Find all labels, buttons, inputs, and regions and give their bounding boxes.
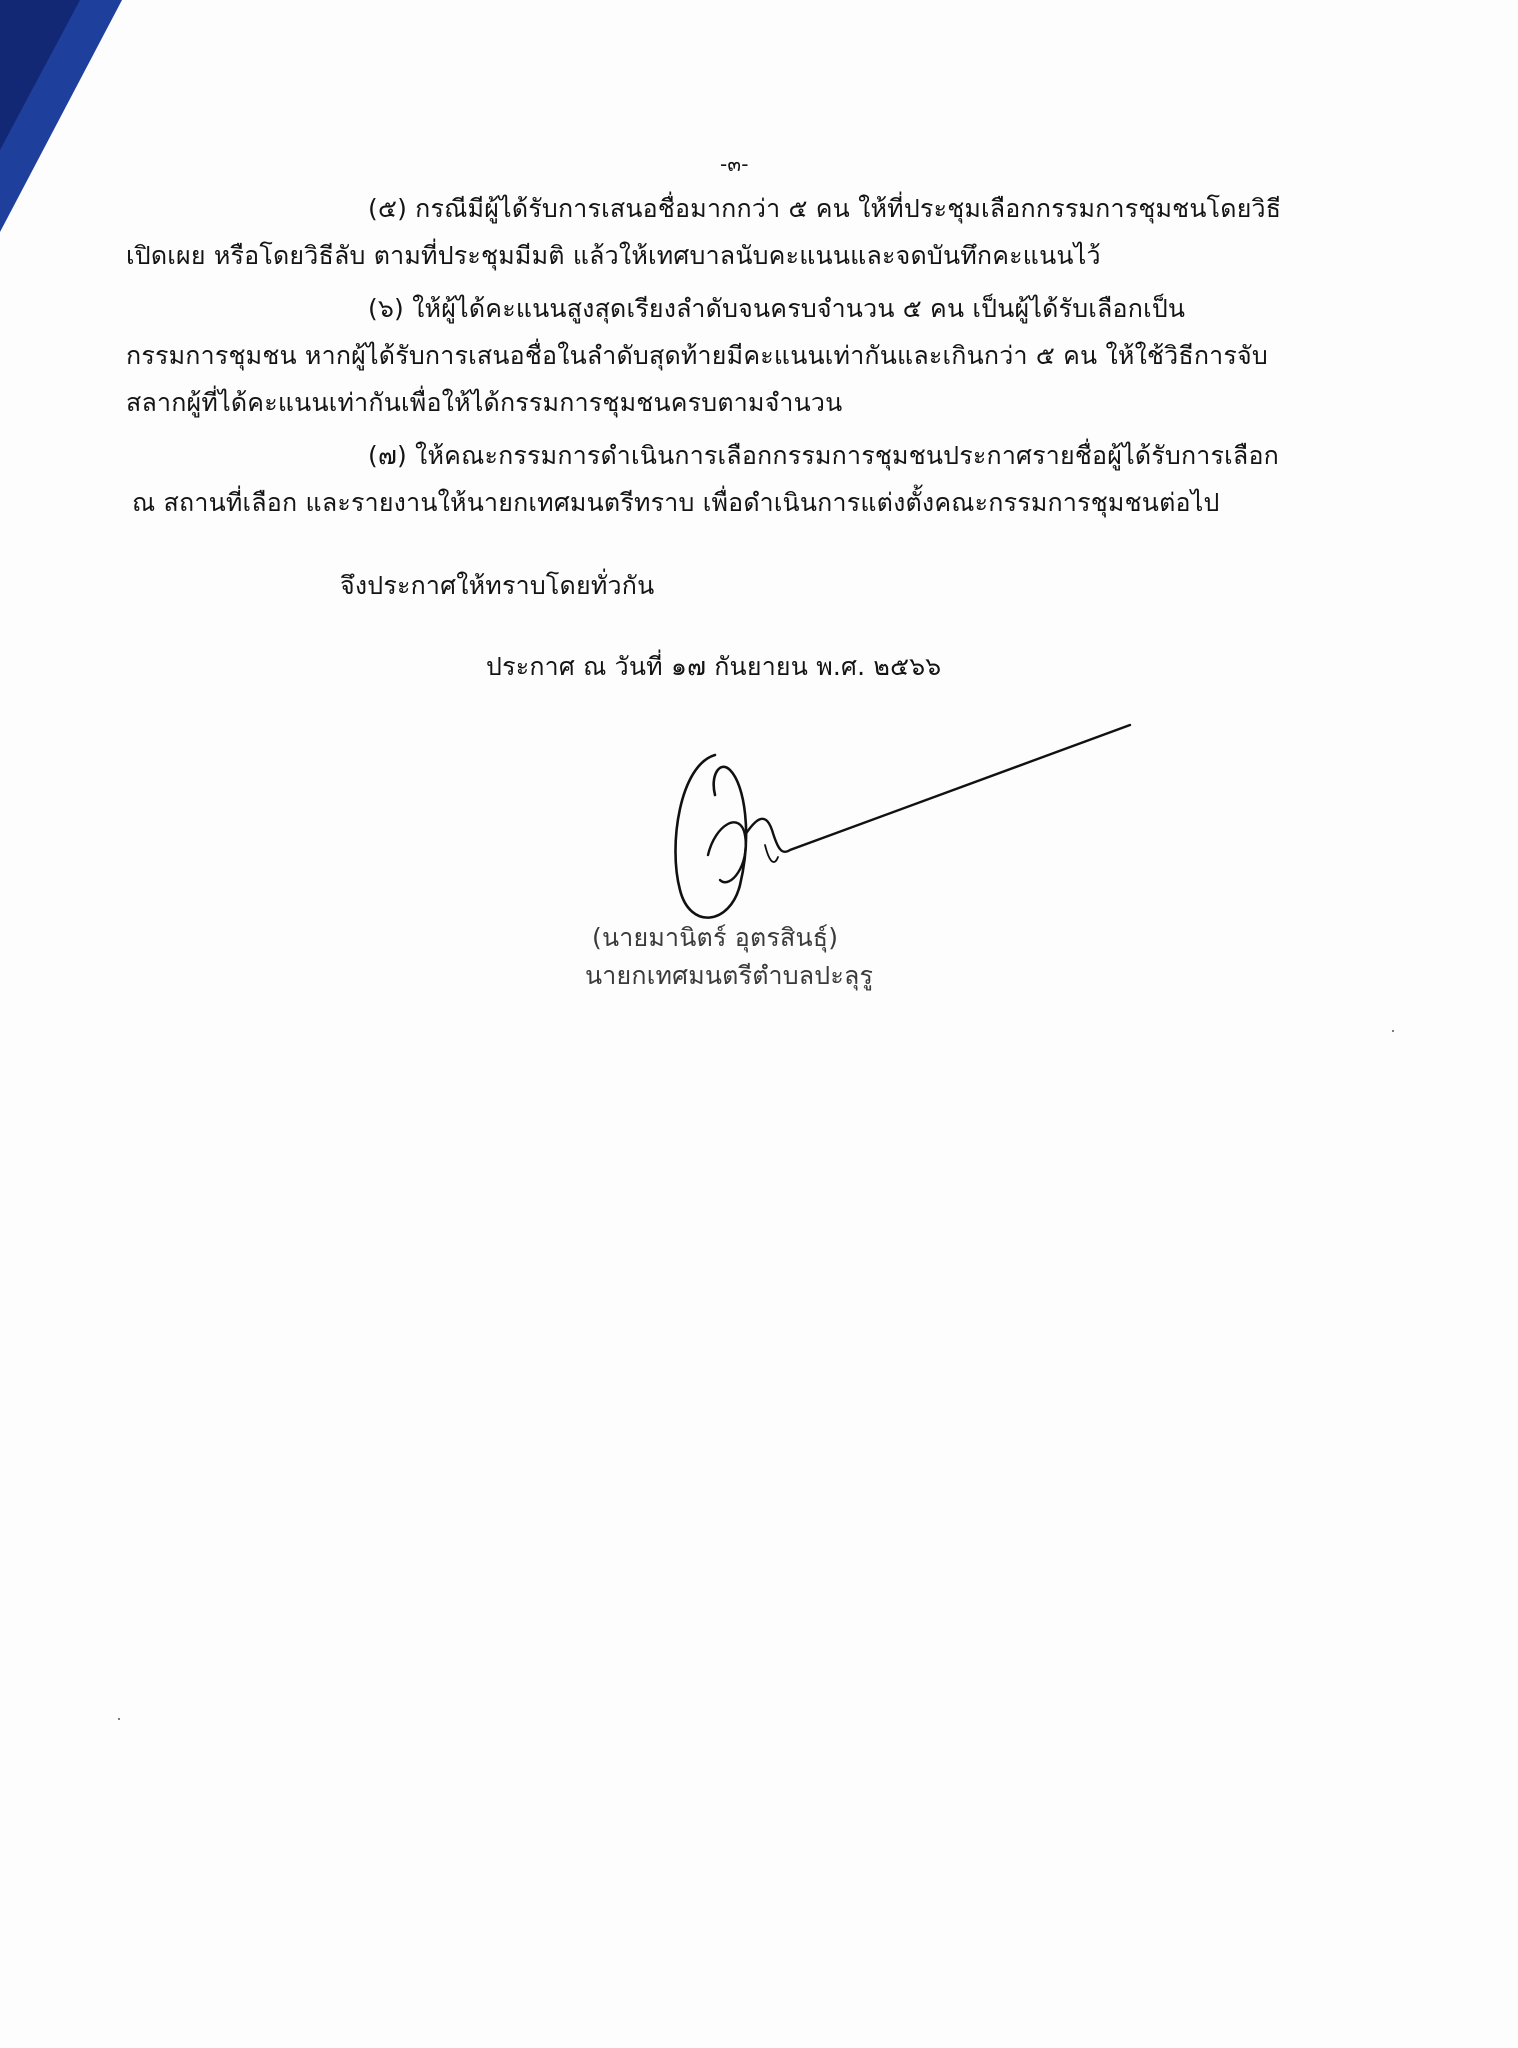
announcement-text: จึงประกาศให้ทราบโดยทั่วกัน: [340, 571, 655, 600]
clause-line: ณ สถานที่เลือก และรายงานให้นายกเทศมนตรีทราบ เพื่อดำเนินการแต่งตั้งคณะกรรมการชุมชนต่อไป: [132, 488, 1220, 517]
signer-name: (นายมานิตร์ อุตรสินธุ์): [592, 923, 839, 952]
scan-speck: [118, 1718, 120, 1720]
scan-background-shade: [0, 0, 80, 150]
clause-line: เปิดเผย หรือโดยวิธีลับ ตามที่ประชุมมีมติ แล้วให้เทศบาลนับคะแนนและจดบันทึกคะแนนไว้: [126, 241, 1101, 270]
clause-line: กรรมการชุมชน หากผู้ได้รับการเสนอชื่อในลำดับสุดท้ายมีคะแนนเท่ากันและเกินกว่า ๕ คน ให้ใช้วิธีการจับ: [126, 341, 1268, 370]
clause-line: (๖) ให้ผู้ได้คะแนนสูงสุดเรียงลำดับจนครบจำนวน ๕ คน เป็นผู้ได้รับเลือกเป็น: [368, 294, 1186, 323]
page-number: -๓-: [720, 152, 749, 176]
signer-title: นายกเทศมนตรีตำบลปะลุรู: [585, 961, 874, 990]
clause-line: (๗) ให้คณะกรรมการดำเนินการเลือกกรรมการชุมชนประกาศรายชื่อผู้ได้รับการเลือก: [368, 441, 1279, 470]
handwritten-signature: [660, 715, 1130, 945]
clause-line: สลากผู้ที่ได้คะแนนเท่ากันเพื่อให้ได้กรรมการชุมชนครบตามจำนวน: [126, 388, 843, 417]
scan-speck: [1392, 1030, 1394, 1032]
clause-line: (๕) กรณีมีผู้ได้รับการเสนอชื่อมากกว่า ๕ คน ให้ที่ประชุมเลือกกรรมการชุมชนโดยวิธี: [368, 194, 1282, 223]
announcement-dateline: ประกาศ ณ วันที่ ๑๗ กันยายน พ.ศ. ๒๕๖๖: [486, 652, 942, 681]
